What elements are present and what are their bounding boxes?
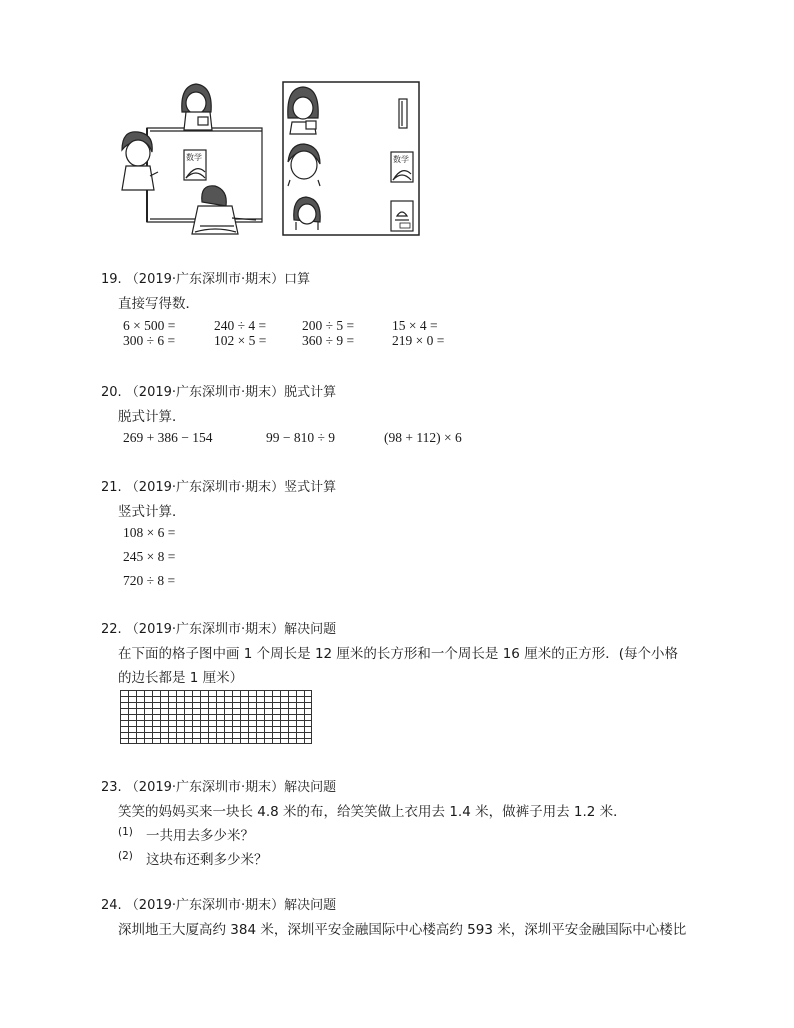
q19-r2-c1: 300 ÷ 6 = [123, 333, 176, 348]
girl-top-figure [182, 84, 212, 130]
q23-sub2-number: (2) [118, 850, 133, 862]
q19-r1-c3: 200 ÷ 5 = [302, 318, 355, 333]
q19-r1-c4: 15 × 4 = [392, 318, 438, 333]
q20-expr-2: 99 − 810 ÷ 9 [266, 430, 336, 445]
q21-title: 21. （2019·广东深圳市·期末）竖式计算 [101, 480, 337, 495]
q24-title: 24. （2019·广东深圳市·期末）解决问题 [101, 898, 337, 913]
q21-expr-3: 720 ÷ 8 = [123, 573, 176, 588]
square-grid[interactable] [120, 690, 312, 744]
q19-instruction: 直接写得数． [118, 296, 199, 312]
q21-expr-2: 245 × 8 = [123, 549, 176, 564]
observation-figure [0, 0, 794, 260]
book-side-view [399, 99, 407, 128]
q21-expr-1: 108 × 6 = [123, 525, 176, 540]
q20-instruction: 脱式计算． [118, 409, 186, 425]
q19-r1-c1: 6 × 500 = [123, 318, 176, 333]
q23-sub2-text: 这块布还剩多少米？ [146, 852, 268, 868]
q20-title: 20. （2019·广东深圳市·期末）脱式计算 [101, 385, 337, 400]
q23-title: 23. （2019·广东深圳市·期末）解决问题 [101, 780, 337, 795]
boy-left-figure [122, 132, 158, 190]
book-label-panel: 数学 [393, 155, 409, 164]
q19-r1-c2: 240 ÷ 4 = [214, 318, 267, 333]
q23-text: 笑笑的妈妈买来一块长 4.8 米的布，给笑笑做上衣用去 1.4 米，做裤子用去 1.2 米． [118, 804, 627, 820]
book-label-table: 数学 [186, 153, 202, 162]
q20-expr-1: 269 + 386 − 154 [123, 430, 213, 445]
panel-boy-face [288, 144, 320, 186]
q19-title: 19. （2019·广东深圳市·期末）口算 [101, 272, 311, 287]
girl-bottom-figure [192, 186, 256, 234]
q22-line-1: 在下面的格子图中画 1 个周长是 12 厘米的长方形和一个周长是 16 厘米的正方形．(每个小格 [118, 646, 678, 662]
panel-girl-back-face [294, 197, 320, 230]
q19-r2-c2: 102 × 5 = [214, 333, 267, 348]
q19-r2-c3: 360 ÷ 9 = [302, 333, 355, 348]
q22-line-2: 的边长都是 1 厘米） [118, 670, 244, 686]
q23-sub1-text: 一共用去多少米？ [146, 828, 254, 844]
q21-instruction: 竖式计算． [118, 504, 186, 520]
panel-girl-face [288, 87, 318, 134]
q22-title: 22. （2019·广东深圳市·期末）解决问题 [101, 622, 337, 637]
q20-expr-3: (98 + 112) × 6 [384, 430, 462, 445]
q19-r2-c4: 219 × 0 = [392, 333, 445, 348]
q23-sub1-number: (1) [118, 826, 133, 838]
q24-text: 深圳地王大厦高约 384 米，深圳平安金融国际中心楼高约 593 米，深圳平安金融国际中心楼比 [118, 922, 687, 938]
